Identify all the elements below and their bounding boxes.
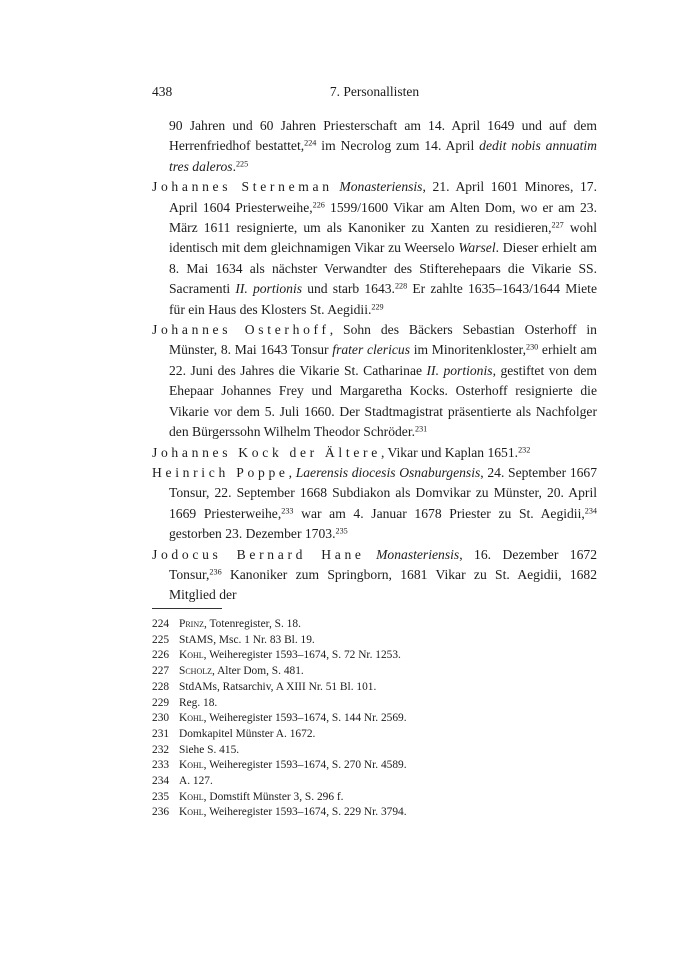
person-entry <box>152 545 597 606</box>
author-name: Kohl <box>179 790 204 803</box>
footnote-ref: 227 <box>551 220 564 230</box>
footnote-text <box>179 664 304 680</box>
footnotes <box>152 617 597 821</box>
text-run: , Weiheregister 1593–1674, S. 144 Nr. 2569. <box>203 712 407 725</box>
footnote-number: 231 <box>152 727 170 740</box>
running-title: 7. Personallisten <box>329 84 420 99</box>
footnote <box>152 680 597 696</box>
footnote-ref: 232 <box>518 445 531 455</box>
author-name: Kohl <box>179 759 204 772</box>
footnote-number: 232 <box>152 743 170 756</box>
text-run: StAMS, Msc. 1 Nr. 83 Bl. 19. <box>179 633 315 646</box>
text-run: , Vikar und Kaplan 1651. <box>380 444 519 460</box>
footnote <box>152 664 597 680</box>
text-run: . <box>232 158 236 174</box>
footnote <box>152 790 597 806</box>
footnote <box>152 633 597 649</box>
footnote-text <box>179 758 407 774</box>
person-name: Johannes Kock der Ältere <box>152 444 381 460</box>
text-run: , 16. Dezember 1672 Tonsur, <box>169 546 597 582</box>
text-run: , Weiheregister 1593–1674, S. 270 Nr. 4589. <box>203 759 407 772</box>
footnote-text <box>179 790 344 806</box>
author-name: Scholz <box>179 665 212 678</box>
main-text <box>152 116 597 606</box>
text-run: , Weiheregister 1593–1674, S. 72 Nr. 1253. <box>203 649 401 662</box>
text-run: wohl identisch mit dem gleichnamigen Vikar zu Weerselo <box>169 220 598 256</box>
footnote-ref: 231 <box>415 424 428 434</box>
page-header <box>152 84 597 104</box>
footnote <box>152 774 597 790</box>
text-run: erhielt am 22. Juni des Jahres die Vikarie St. Catharinae <box>169 342 597 378</box>
footnote-number: 228 <box>152 680 170 693</box>
author-name: Prinz <box>179 618 204 630</box>
footnote-number: 227 <box>152 665 170 678</box>
text-run: im Necrolog zum 14. April <box>316 138 480 154</box>
footnote-ref: 230 <box>525 342 539 352</box>
author-name: Kohl <box>179 712 204 725</box>
footnote-number: 229 <box>152 696 170 709</box>
text-run: im Minoritenkloster, <box>410 342 526 358</box>
text-run: , Weiheregister 1593–1674, S. 229 Nr. 3794. <box>203 806 407 819</box>
footnote-ref: 225 <box>235 159 249 169</box>
footnote-ref: 229 <box>371 302 384 312</box>
footnote-ref: 226 <box>312 200 325 210</box>
text-run: Kanoniker zum Springborn, 1681 Vikar zu St. Aegidii, 1682 Mitglied der <box>169 566 597 603</box>
footnote-text <box>179 680 376 696</box>
text-run: , Alter Dom, S. 481. <box>212 665 304 678</box>
footnote-number: 230 <box>152 712 170 725</box>
text-run: Domkapitel Münster A. 1672. <box>179 727 316 740</box>
footnote <box>152 743 597 759</box>
italic-text: dedit nobis annuatim tres daleros <box>169 138 598 174</box>
footnote <box>152 648 597 664</box>
text-run: Siehe S. 415. <box>179 743 240 756</box>
author-name: Kohl <box>179 649 204 662</box>
author-name: Kohl <box>179 806 204 819</box>
text-run: , 24. September 1667 Tonsur, 22. September 1668 Subdiakon als Domvikar zu Münster, 20. April 1669 Priesterweihe, <box>169 464 598 521</box>
text-run: . Dieser erhielt am 8. Mai 1634 als nächster Verwandter des Stifterehepaars die Vikarie SS. Sacramenti <box>169 240 597 297</box>
footnote-number: 226 <box>152 649 170 662</box>
text-run: StdAMs, Ratsarchiv, A XIII Nr. 51 Bl. 101. <box>179 680 377 693</box>
page-number: 438 <box>152 84 173 99</box>
italic-text: II. portionis <box>426 362 493 378</box>
person-name: Heinrich Poppe <box>152 464 289 480</box>
text-run: Er zahlte 1635–1643/1644 Miete für ein Haus des Klosters St. Aegidii. <box>169 281 597 317</box>
person-entry <box>152 320 597 442</box>
footnote-text <box>179 617 301 633</box>
footnote-number: 233 <box>152 759 170 772</box>
footnote-number: 224 <box>152 618 170 630</box>
text-run: war am 4. Januar 1678 Priester zu St. Aegidii, <box>293 505 585 521</box>
footnote-number: 236 <box>152 806 170 819</box>
text-run: , 21. April 1601 Minores, 17. April 1604 Priesterweihe, <box>169 179 598 215</box>
italic-text: frater clericus <box>332 342 410 358</box>
footnote-ref: 235 <box>335 526 348 536</box>
footnote-text <box>179 696 217 712</box>
text-run: Reg. 18. <box>179 696 218 709</box>
text-run: , Domstift Münster 3, S. 296 f. <box>203 790 344 803</box>
footnote <box>152 805 597 821</box>
footnote <box>152 696 597 712</box>
footnote-number: 235 <box>152 790 170 803</box>
person-entry <box>152 177 597 320</box>
person-name: Jodocus Bernard Hane <box>152 546 365 562</box>
text-run: 1599/1600 Vikar am Alten Dom, wo er am 23. März 1611 resignierte, um als Kanoniker zu Xanten zu residieren, <box>169 199 598 236</box>
footnote <box>152 617 597 633</box>
footnote-ref: 234 <box>584 506 597 516</box>
person-entry <box>152 443 597 463</box>
text-run: A. 127. <box>179 775 213 788</box>
footnote-text <box>179 633 315 649</box>
footnote <box>152 758 597 774</box>
text-run: , gestiftet von dem Ehepaar Johannes Frey und Margaretha Kocks. Osterhoff resignierte die Vikarie vor dem 5. Juli 1660. Der Stadtmagistrat präsentierte als Nachfolger den Bürgerssohn Wilhelm Theodor Schröder. <box>169 362 597 440</box>
footnote-text <box>179 774 213 790</box>
footnote-ref: 228 <box>394 281 408 291</box>
italic-text: Monasteriensis <box>376 546 460 562</box>
text-run <box>365 547 376 562</box>
footnote-ref: 224 <box>304 138 317 148</box>
italic-text: II. portionis <box>235 281 303 297</box>
italic-text: Monasteriensis <box>339 179 423 195</box>
footnote-number: 225 <box>152 633 170 646</box>
footnote-ref: 236 <box>209 567 222 577</box>
footnote-text <box>179 727 315 743</box>
text-run: , Sohn des Bäckers Sebastian Osterhoff in Münster, 8. Mai 1643 Tonsur <box>169 322 597 358</box>
footnote-rule <box>152 608 222 609</box>
person-name: Johannes Osterhoff <box>152 322 330 338</box>
text-run: , <box>288 464 296 480</box>
text-run: gestorben 23. Dezember 1703. <box>169 526 336 542</box>
footnote-text <box>179 743 239 759</box>
entry-continuation <box>152 116 597 177</box>
footnote <box>152 711 597 727</box>
footnote-number: 234 <box>152 775 170 788</box>
footnote-text <box>179 648 401 664</box>
person-entry <box>152 463 597 545</box>
footnote-text <box>179 711 407 727</box>
italic-text: Warsel <box>458 240 496 256</box>
italic-text: Laerensis diocesis Osnaburgensis <box>295 464 481 480</box>
text-run: und starb 1643. <box>302 281 395 297</box>
footnote <box>152 727 597 743</box>
text-run: , Totenregister, S. 18. <box>204 618 301 630</box>
person-name: Johannes Sterneman <box>152 179 333 195</box>
footnote-text <box>179 805 407 821</box>
footnote-ref: 233 <box>281 506 294 516</box>
text-run: 90 Jahren und 60 Jahren Priesterschaft am 14. April 1649 und auf dem Herrenfriedhof bestattet, <box>169 118 597 154</box>
